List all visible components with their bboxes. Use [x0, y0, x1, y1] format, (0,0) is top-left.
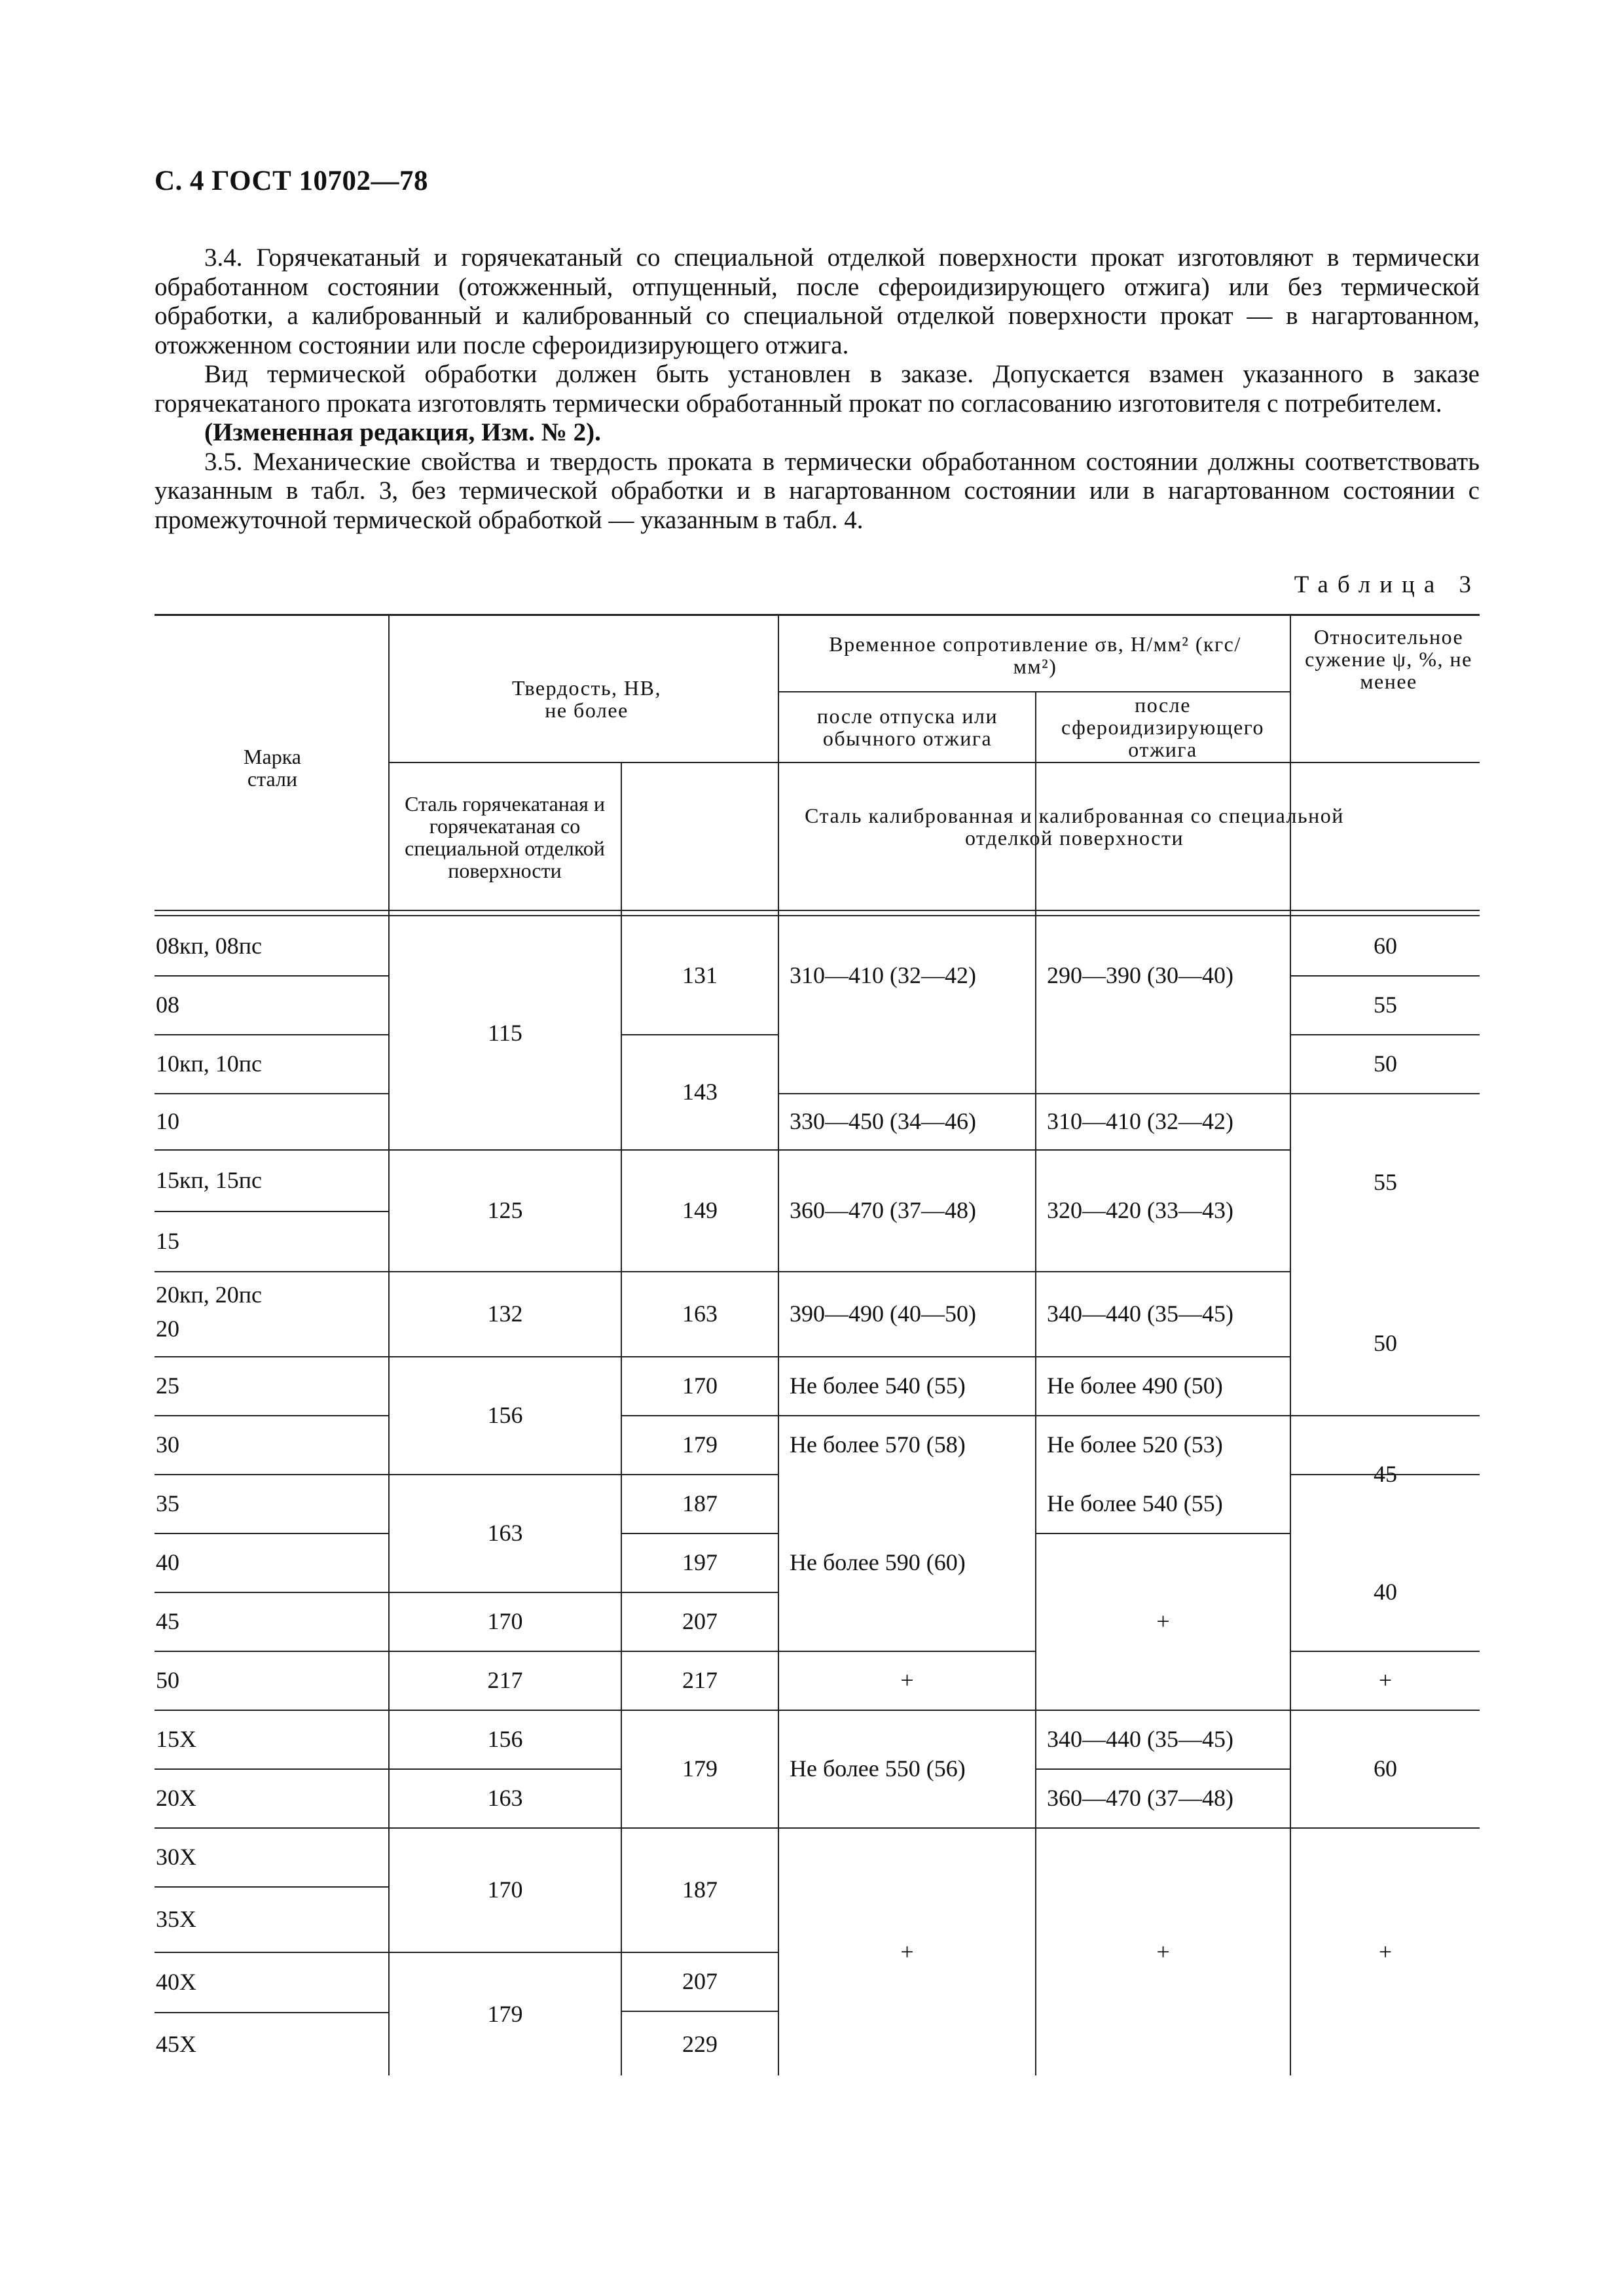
contraction-cell: + — [1378, 1938, 1393, 1965]
hb-cal-cell: 217 — [682, 1667, 718, 1693]
grade-cell: 08 — [156, 992, 179, 1018]
hb-cal-cell: 143 — [682, 1079, 718, 1105]
tensile-temper-cell: 310—410 (32—42) — [790, 962, 976, 988]
tensile-spheroid-cell: Не более 490 (50) — [1047, 1372, 1223, 1399]
header-hot-rolled: Сталь горячекатаная и горячекатаная со специальной отделкой поверхности — [405, 792, 605, 882]
hb-hot-cell: 170 — [487, 1608, 523, 1634]
tensile-spheroid-cell: 310—410 (32—42) — [1047, 1108, 1233, 1134]
header-rule-hardness — [388, 762, 1480, 763]
contraction-cell: 60 — [1374, 1755, 1397, 1782]
tensile-spheroid-cell: 340—440 (35—45) — [1047, 1300, 1233, 1327]
tensile-spheroid-cell: 320—420 (33—43) — [1047, 1197, 1233, 1223]
tensile-spheroid-cell: Не более 520 (53) — [1047, 1431, 1223, 1458]
hb-cal-cell: 131 — [682, 962, 718, 988]
header-after-spheroid: после сфероидизирующего отжига — [1061, 693, 1264, 761]
grade-cell: 08кп, 08пс — [156, 933, 262, 959]
header-calibrated: Сталь калиброванная и калиброванная со специальной отделкой поверхности — [805, 804, 1344, 850]
contraction-cell: + — [1378, 1667, 1393, 1693]
tensile-spheroid-cell: Не более 540 (55) — [1047, 1490, 1223, 1516]
hb-cal-cell: 229 — [682, 2030, 718, 2057]
header-tensile: Временное сопротивление σв, Н/мм² (кгс/мм²) — [829, 632, 1241, 678]
hb-cal-cell: 170 — [682, 1372, 718, 1399]
tensile-temper-cell: + — [900, 1938, 914, 1965]
contraction-cell: 50 — [1374, 1050, 1397, 1077]
grade-cell: 35Х — [156, 1906, 196, 1932]
hb-cal-cell: 163 — [682, 1300, 718, 1327]
tensile-temper-cell: Не более 570 (58) — [790, 1431, 966, 1458]
tensile-temper-cell: 390—490 (40—50) — [790, 1300, 976, 1327]
header-rule-tensile — [778, 691, 1290, 692]
tensile-spheroid-cell: + — [1156, 1608, 1170, 1634]
grade-cell: 15кп, 15пс — [156, 1167, 262, 1193]
hb-cal-cell: 179 — [682, 1431, 718, 1458]
hb-cal-cell: 149 — [682, 1197, 718, 1223]
tensile-temper-cell: + — [900, 1667, 914, 1693]
grade-cell: 30Х — [156, 1844, 196, 1870]
contraction-cell: 40 — [1374, 1579, 1397, 1605]
grade-cell: 20кп, 20пс — [156, 1282, 262, 1308]
hb-hot-cell: 132 — [487, 1300, 523, 1327]
hb-cal-cell: 197 — [682, 1549, 718, 1575]
grade-cell: 30 — [156, 1431, 179, 1458]
grade-cell: 35 — [156, 1490, 179, 1516]
hb-cal-cell: 187 — [682, 1876, 718, 1903]
header-bottom-rule — [155, 910, 1480, 911]
grade-cell: 50 — [156, 1667, 179, 1693]
contraction-cell: 55 — [1374, 992, 1397, 1018]
hb-hot-cell: 217 — [487, 1667, 523, 1693]
tensile-spheroid-cell: 340—440 (35—45) — [1047, 1726, 1233, 1752]
hb-cal-cell: 207 — [682, 1608, 718, 1634]
table-top-rule — [155, 614, 1480, 616]
header-contraction: Относительное сужение ψ, %, не менее — [1305, 625, 1472, 693]
tensile-temper-cell: 360—470 (37—48) — [790, 1197, 976, 1223]
tensile-temper-cell: Не более 550 (56) — [790, 1755, 966, 1782]
table-caption: Таблица 3 — [1294, 571, 1480, 598]
tensile-spheroid-cell: 290—390 (30—40) — [1047, 962, 1233, 988]
hb-cal-cell: 207 — [682, 1968, 718, 1994]
grade-cell: 45Х — [156, 2030, 196, 2057]
contraction-cell: 50 — [1374, 1330, 1397, 1356]
grade-cell: 40 — [156, 1549, 179, 1575]
hb-hot-cell: 156 — [487, 1726, 523, 1752]
hb-hot-cell: 163 — [487, 1520, 523, 1546]
grade-cell: 20 — [156, 1316, 179, 1342]
grade-cell: 20Х — [156, 1785, 196, 1811]
grade-cell: 40Х — [156, 1969, 196, 1995]
table-3 — [155, 614, 1480, 2075]
grade-cell: 10 — [156, 1108, 179, 1134]
tensile-spheroid-cell: 360—470 (37—48) — [1047, 1785, 1233, 1811]
hb-hot-cell: 163 — [487, 1785, 523, 1811]
contraction-cell: 45 — [1374, 1461, 1397, 1487]
hb-cal-cell: 179 — [682, 1755, 718, 1782]
grade-cell: 15Х — [156, 1726, 196, 1752]
tensile-temper-cell: Не более 540 (55) — [790, 1372, 966, 1399]
paragraph-3-4: 3.4. Горячекатаный и горячекатаный со специальной отделкой поверхности прокат изготовляют в термически обработанном состоянии (отожженный, отпущенный, после сфероидизирующего отжига) или без термической обработки, а калиброванный и калиброванный со специальной отделкой поверхности прокат — в нагартованном, отожженном состоянии или после сфероидизирующего отжига. — [155, 243, 1480, 359]
header-hardness: Твердость, НВ, не более — [512, 676, 661, 722]
page-header: С. 4 ГОСТ 10702—78 — [155, 166, 429, 196]
hb-hot-cell: 156 — [487, 1402, 523, 1428]
paragraph-heat-treatment: Вид термической обработки должен быть установлен в заказе. Допускается взамен указанного в заказе горячекатаного проката изготовлять термически обработанный прокат по согласованию изготовителя с потребителем. — [155, 360, 1480, 418]
grade-cell: 25 — [156, 1372, 179, 1399]
amendment-note: (Измененная редакция, Изм. № 2). — [204, 418, 601, 446]
tensile-spheroid-cell: + — [1156, 1938, 1170, 1965]
hb-cal-cell: 187 — [682, 1490, 718, 1516]
hb-hot-cell: 170 — [487, 1876, 523, 1903]
grade-cell: 15 — [156, 1228, 179, 1254]
body-text — [155, 243, 1480, 535]
tensile-temper-cell: 330—450 (34—46) — [790, 1108, 976, 1134]
paragraph-3-5: 3.5. Механические свойства и твердость проката в термически обработанном состоянии должны соответствовать указанным в табл. 3, без термической обработки и в нагартованном состоянии или в нагартованном состоянии с промежуточной термической обработкой — указанным в табл. 4. — [155, 447, 1480, 534]
contraction-cell: 55 — [1374, 1169, 1397, 1195]
grade-cell: 10кп, 10пс — [156, 1050, 262, 1077]
header-after-temper: после отпуска или обычного отжига — [816, 704, 998, 750]
hb-hot-cell: 125 — [487, 1197, 523, 1223]
contraction-cell: 60 — [1374, 933, 1397, 959]
header-grade: Марка стали — [244, 745, 301, 791]
grade-cell: 45 — [156, 1608, 179, 1634]
hb-hot-cell: 179 — [487, 2000, 523, 2027]
tensile-temper-cell: Не более 590 (60) — [790, 1549, 966, 1575]
hb-hot-cell: 115 — [488, 1020, 522, 1046]
